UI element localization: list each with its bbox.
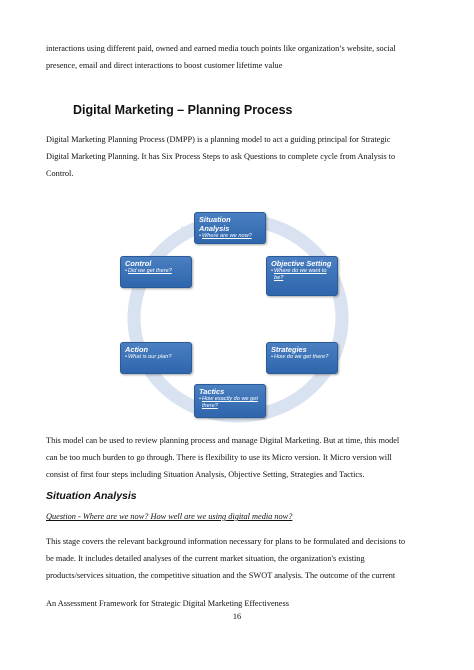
node-question-row: • What is our plan? bbox=[125, 354, 172, 360]
node-question-row: • How exactly do we get there? bbox=[199, 396, 261, 410]
node-title: Situation Analysis bbox=[199, 215, 231, 233]
situation-line-2: be made. It includes detailed analyses of the current market situation, the organization's existing bbox=[46, 554, 365, 563]
node-tactics bbox=[194, 384, 266, 418]
model-line-2: can be too much burden to go through. There is flexibility to use its Micro version. It Micro version will bbox=[46, 453, 392, 462]
node-question-row: • Where do we want to be? bbox=[271, 268, 333, 282]
node-question: Did we get there? bbox=[127, 268, 172, 274]
situation-line-1: This stage covers the relevant background information necessary for plans to be formulated and decisions to bbox=[46, 537, 406, 546]
intro-paragraph bbox=[46, 40, 434, 74]
node-question-row: • How do we get there? bbox=[271, 354, 329, 360]
node-question: Where are we now? bbox=[201, 233, 252, 239]
footer-title: An Assessment Framework for Strategic Digital Marketing Effectiveness bbox=[46, 599, 289, 608]
intro-line-1: interactions using different paid, owned and earned media touch points like organization’s website, social bbox=[46, 44, 396, 53]
dmpp-line-3: Control. bbox=[46, 169, 74, 178]
node-title: Objective Setting bbox=[271, 259, 332, 268]
situation-analysis-heading: Situation Analysis bbox=[46, 490, 137, 502]
model-line-1: This model can be used to review planning process and manage Digital Marketing. But at time, this model bbox=[46, 436, 400, 445]
model-paragraph bbox=[46, 432, 434, 483]
situation-paragraph bbox=[46, 533, 434, 584]
page-number: 16 bbox=[232, 612, 242, 621]
node-question-row: • Did we get there? bbox=[125, 268, 172, 274]
node-question-row: • Where are we now? bbox=[199, 233, 252, 239]
node-control bbox=[120, 256, 192, 288]
node-question: Where do we want to be? bbox=[273, 268, 327, 281]
intro-line-2: presence, email and direct interactions to boost customer lifetime value bbox=[46, 61, 283, 70]
node-title: Strategies bbox=[271, 345, 307, 354]
node-title: Action bbox=[125, 345, 148, 354]
node-question: How do we get there? bbox=[273, 354, 329, 360]
node-action bbox=[120, 342, 192, 374]
dmpp-line-2: Digital Marketing Planning. It has Six Process Steps to ask Questions to complete cycle from Analysis to bbox=[46, 152, 396, 161]
node-title: Tactics bbox=[199, 387, 225, 396]
dmpp-line-1: Digital Marketing Planning Process (DMPP) is a planning model to act a guiding principal for Strategic bbox=[46, 135, 391, 144]
node-question: What is our plan? bbox=[127, 354, 172, 360]
node-objective-setting bbox=[266, 256, 338, 296]
node-question: How exactly do we get there? bbox=[201, 396, 258, 409]
node-strategies bbox=[266, 342, 338, 374]
situation-line-3: products/services situation, the competitive situation and the SWOT analysis. The outcome of the current bbox=[46, 571, 396, 580]
section-title: Digital Marketing – Planning Process bbox=[73, 103, 293, 117]
node-title: Control bbox=[125, 259, 152, 268]
model-line-3: consist of first four steps including Situation Analysis, Objective Setting, Strategies and Tactics. bbox=[46, 470, 365, 479]
situation-question: Question - Where are we now? How well are we using digital media now? bbox=[46, 512, 293, 521]
node-situation-analysis bbox=[194, 212, 266, 244]
cycle-arrowhead-icon bbox=[176, 226, 190, 240]
dmpp-paragraph bbox=[46, 131, 434, 182]
